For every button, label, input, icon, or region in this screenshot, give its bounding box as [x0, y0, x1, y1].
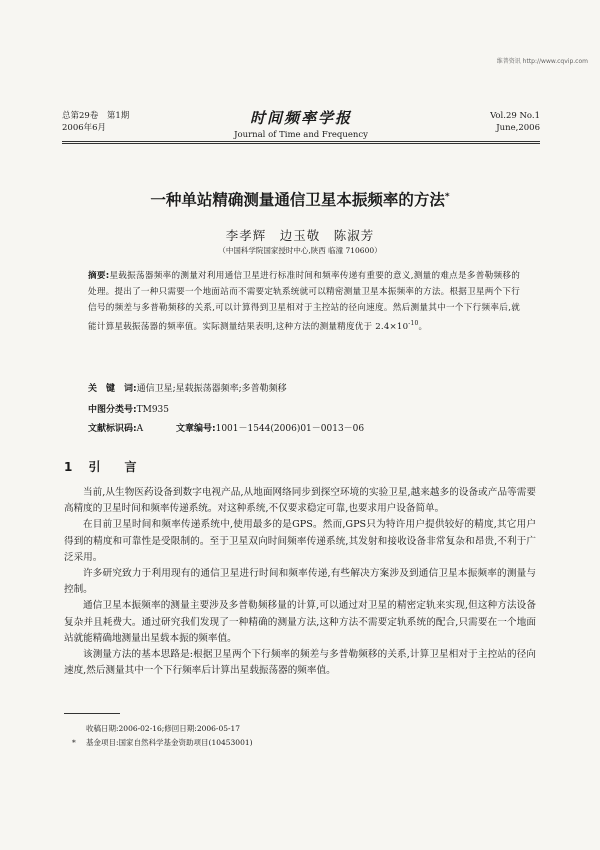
title-footnote-mark: * — [444, 191, 450, 202]
paper-title — [0, 188, 600, 210]
journal-name-en: Journal of Time and Frequency — [234, 130, 368, 140]
affiliation: （中国科学院国家授时中心,陕西 临潼 710600） — [218, 246, 382, 255]
keywords-text: 通信卫星;星载振荡器频率;多普勒频移 — [136, 384, 287, 394]
fund-info — [72, 736, 253, 750]
fund-mark: * — [72, 738, 76, 747]
abstract-label: 摘要: — [88, 271, 110, 281]
authors: 李孝辉 边玉敬 陈淑芳 — [225, 228, 375, 243]
header-rule — [62, 141, 540, 142]
received-date-text: 收稿日期:2006-02-16;修回日期:2006-05-17 — [86, 724, 241, 733]
section-body — [64, 485, 536, 679]
abstract-text: 星载振荡器频率的测量对利用通信卫星进行标准时间和频率传递有重要的意义,测量的难点是多普勒频移的处理。提出了一种只需要一个地面站而不需要定轨系统就可以精密测量卫星本振频率的方法。根据卫星两个下行信号的频差与多普勒频移的关系,可以计算得到卫星相对于主控站的径向速度。然后测量其中一个下行频率后,就能计算星载振荡器的频率值。实际测量结果表明,这种方法的测量精度优于 2.4×10 — [88, 271, 520, 332]
footnote-rule — [64, 713, 120, 714]
classification-label: 中图分类号: — [88, 405, 137, 415]
abstract-end: 。 — [418, 321, 428, 332]
volume-issue-cn: 总第29卷 第1期 — [62, 111, 130, 121]
received-date — [72, 722, 253, 736]
paper-title-text: 一种单站精确测量通信卫星本振频率的方法 — [150, 191, 445, 209]
classification — [88, 402, 169, 415]
abstract — [88, 268, 520, 335]
keywords — [88, 381, 287, 394]
doc-code-text: A — [136, 424, 144, 434]
paragraph: 当前,从生物医药设备到数字电视产品,从地面网络同步到探空环境的实验卫星,越来越多的设备或产品等需要高精度的卫星时间和频率传递系统。对这种系统,不仅要求稳定可靠,也要求用户设备简单。 — [64, 487, 536, 515]
article-number-text: 1001－1544(2006)01－0013－06 — [215, 424, 365, 434]
header-rule-double — [62, 143, 540, 144]
section-title: 引 言 — [88, 460, 143, 474]
journal-header — [62, 110, 540, 150]
date-en: June,2006 — [496, 123, 540, 133]
doc-code-label: 文献标识码: — [88, 424, 137, 434]
section-heading — [64, 458, 143, 475]
article-number-label: 文章编号: — [175, 424, 216, 434]
document-code — [88, 421, 364, 434]
watermark: 维普资讯 http://www.cqvip.com — [496, 58, 588, 65]
classification-text: TM935 — [136, 405, 170, 415]
volume-issue-en: Vol.29 No.1 — [490, 111, 540, 121]
header-center — [62, 107, 540, 140]
paragraph: 许多研究致力于利用现有的通信卫星进行时间和频率传递,有些解决方案涉及到通信卫星本振频率的测量与控制。 — [64, 568, 536, 596]
header-right — [490, 110, 540, 134]
fund-text: 基金项目:国家自然科学基金资助项目(10453001) — [86, 738, 253, 747]
paragraph: 通信卫星本振频率的测量主要涉及多普勒频移量的计算,可以通过对卫星的精密定轨来实现,但这种方法设备复杂并且耗费大。通过研究我们发现了一种精确的测量方法,这种方法不需要定轨系统的配合,只需要在一个地面站就能精确地测量出星载本振的频率值。 — [64, 600, 536, 644]
abstract-exponent: -10 — [408, 320, 419, 327]
date-cn: 2006年6月 — [62, 123, 107, 133]
keywords-label: 关 键 词: — [88, 384, 137, 394]
section-number: 1 — [64, 460, 79, 474]
journal-name-cn: 时间频率学报 — [249, 109, 352, 127]
paragraph: 该测量方法的基本思路是:根据卫星两个下行频率的频差与多普勒频移的关系,计算卫星相对于主控站的径向速度,然后测量其中一个下行频率后计算出星载振荡器的频率值。 — [64, 649, 536, 677]
footnotes — [72, 722, 253, 750]
paragraph: 在目前卫星时间和频率传递系统中,使用最多的是GPS。然而,GPS只为特许用户提供较好的精度,其它用户得到的精度和可靠性是受限制的。至于卫星双向时间频率传递系统,其发射和接收设备非常复杂和昂贵,不利于广泛采用。 — [64, 519, 536, 563]
